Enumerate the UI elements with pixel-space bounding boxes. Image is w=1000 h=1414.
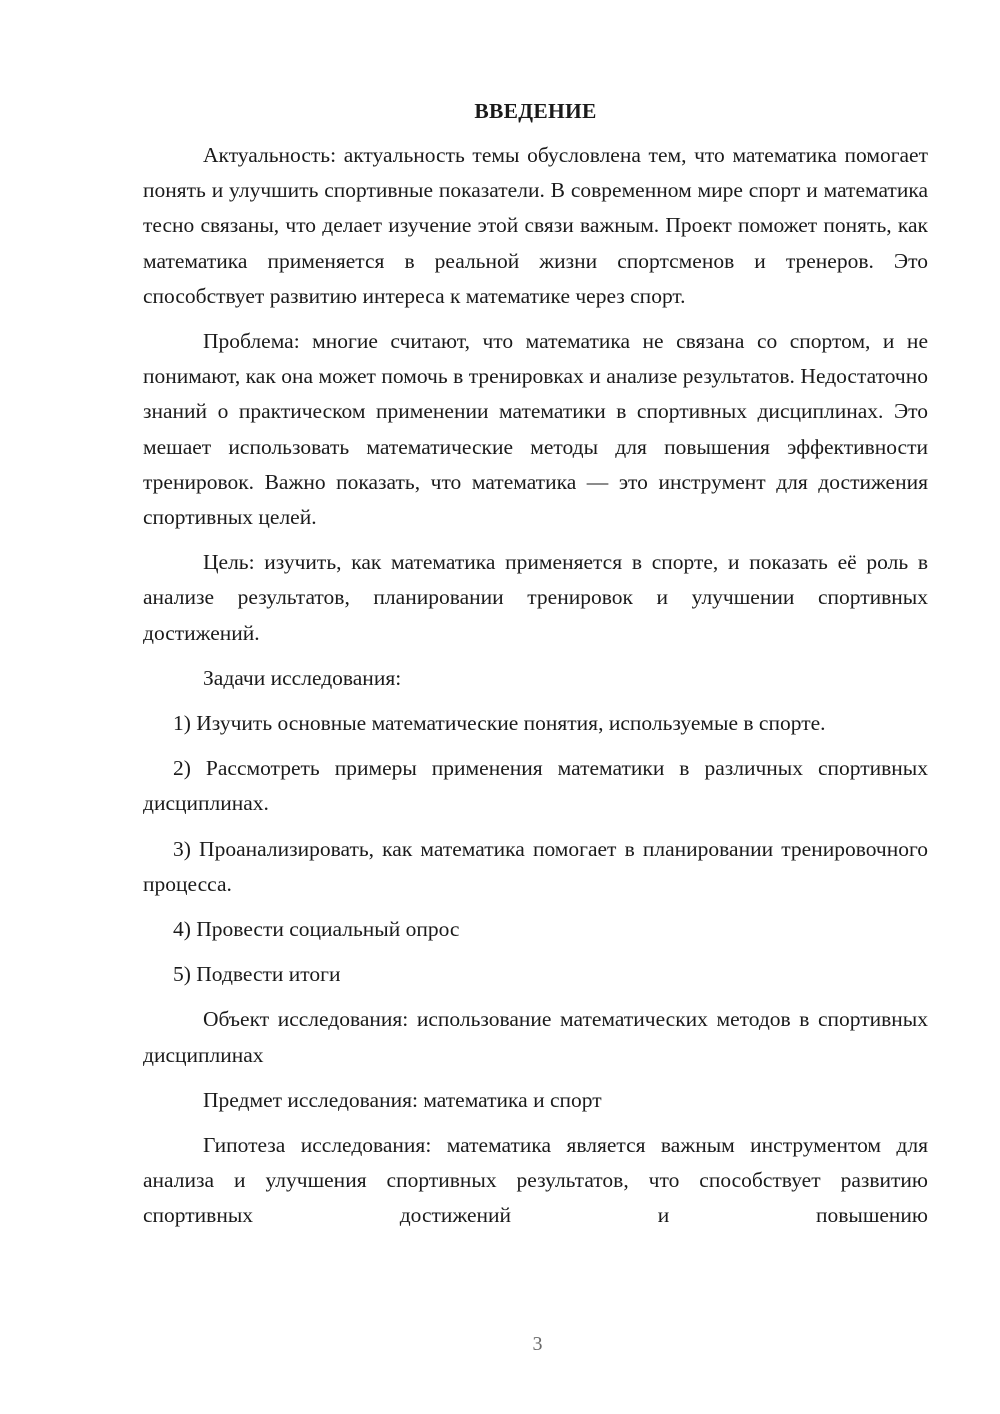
hypothesis-paragraph: Гипотеза исследования: математика является важным инструментом для анализа и улучшения спортивных результатов, что способствует развитию спортивных достижений и повышению bbox=[143, 1133, 928, 1228]
task-item-1: 1) Изучить основные математические понятия, используемые в спорте. bbox=[173, 711, 826, 736]
task-item-5: 5) Подвести итоги bbox=[173, 962, 341, 987]
page-number: 3 bbox=[532, 1333, 543, 1355]
problem-paragraph: Проблема: многие считают, что математика не связана со спортом, и не понимают, как она может помочь в тренировках и анализе результатов. Недостаточно знаний о практическом применении математики в спортивных дисциплинах. Это мешает использовать математические методы для повышения эффективности тренировок. Важно показать, что математика — это инструмент для достижения спортивных целей. bbox=[143, 329, 928, 530]
document-page bbox=[143, 96, 928, 1234]
object-paragraph: Объект исследования: использование математических методов в спортивных дисциплинах bbox=[143, 1007, 928, 1067]
task-item-4: 4) Провести социальный опрос bbox=[173, 917, 460, 942]
subject-paragraph: Предмет исследования: математика и спорт bbox=[203, 1087, 602, 1112]
task-item-3: 3) Проанализировать, как математика помогает в планировании тренировочного процесса. bbox=[143, 836, 928, 896]
page-title: ВВЕДЕНИЕ bbox=[474, 99, 597, 123]
relevance-paragraph: Актуальность: актуальность темы обусловлена тем, что математика помогает понять и улучшить спортивные показатели. В современном мире спорт и математика тесно связаны, что делает изучение этой связи важным. Проект поможет понять, как математика применяется в реальной жизни спортсменов и тренеров. Это способствует развитию интереса к математике через спорт. bbox=[143, 143, 928, 308]
goal-paragraph: Цель: изучить, как математика применяется в спорте, и показать её роль в анализе результатов, планировании тренировок и улучшении спортивных достижений. bbox=[143, 550, 928, 645]
task-item-2: 2) Рассмотреть примеры применения математики в различных спортивных дисциплинах. bbox=[143, 756, 928, 816]
tasks-heading: Задачи исследования: bbox=[203, 665, 402, 690]
